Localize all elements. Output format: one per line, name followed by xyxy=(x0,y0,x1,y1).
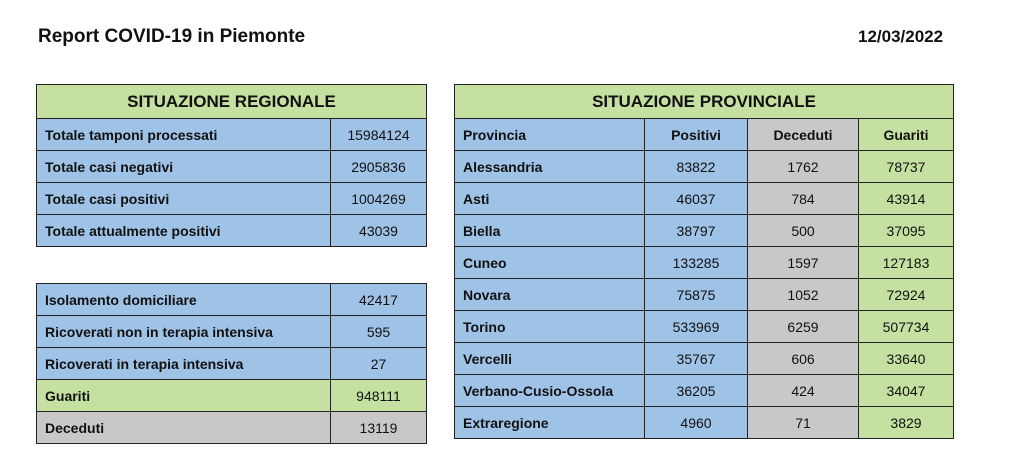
guariti-cell: 43914 xyxy=(859,183,954,215)
table-row xyxy=(455,343,954,375)
column-header-guariti: Guariti xyxy=(859,119,954,151)
provincia-cell: Biella xyxy=(455,215,645,247)
row-value: 2905836 xyxy=(331,151,427,183)
provincial-table-header: SITUAZIONE PROVINCIALE xyxy=(455,85,954,119)
row-label: Ricoverati non in terapia intensiva xyxy=(37,316,331,348)
table-row xyxy=(37,316,427,348)
guariti-cell: 33640 xyxy=(859,343,954,375)
table-row-deceduti xyxy=(37,412,427,444)
provincia-cell: Torino xyxy=(455,311,645,343)
column-header-provincia: Provincia xyxy=(455,119,645,151)
row-value: 15984124 xyxy=(331,119,427,151)
table-row xyxy=(455,183,954,215)
table-row xyxy=(37,151,427,183)
positivi-cell: 83822 xyxy=(645,151,748,183)
positivi-cell: 4960 xyxy=(645,407,748,439)
deceduti-cell: 424 xyxy=(748,375,859,407)
table-row xyxy=(37,183,427,215)
table-row xyxy=(37,348,427,380)
row-value: 595 xyxy=(331,316,427,348)
row-value: 1004269 xyxy=(331,183,427,215)
table-row xyxy=(37,284,427,316)
regional-detail-table xyxy=(36,283,427,444)
provincia-cell: Vercelli xyxy=(455,343,645,375)
provincia-cell: Alessandria xyxy=(455,151,645,183)
row-value: 43039 xyxy=(331,215,427,247)
deceduti-cell: 1052 xyxy=(748,279,859,311)
deceduti-cell: 784 xyxy=(748,183,859,215)
column-header-deceduti: Deceduti xyxy=(748,119,859,151)
table-row xyxy=(455,215,954,247)
table-row xyxy=(455,407,954,439)
report-title: Report COVID-19 in Piemonte xyxy=(38,26,306,47)
row-value: 13119 xyxy=(331,412,427,444)
deceduti-cell: 500 xyxy=(748,215,859,247)
table-row xyxy=(455,279,954,311)
positivi-cell: 35767 xyxy=(645,343,748,375)
guariti-cell: 37095 xyxy=(859,215,954,247)
table-row xyxy=(37,119,427,151)
provincia-cell: Verbano-Cusio-Ossola xyxy=(455,375,645,407)
deceduti-cell: 71 xyxy=(748,407,859,439)
guariti-cell: 127183 xyxy=(859,247,954,279)
provincia-cell: Asti xyxy=(455,183,645,215)
row-label: Deceduti xyxy=(37,412,331,444)
deceduti-cell: 606 xyxy=(748,343,859,375)
row-value: 948111 xyxy=(331,380,427,412)
table-row-guariti xyxy=(37,380,427,412)
provincia-cell: Extraregione xyxy=(455,407,645,439)
regional-table-header: SITUAZIONE REGIONALE xyxy=(37,85,427,119)
positivi-cell: 38797 xyxy=(645,215,748,247)
column-header-row xyxy=(455,119,954,151)
regional-summary-table xyxy=(36,84,427,247)
row-label: Totale tamponi processati xyxy=(37,119,331,151)
positivi-cell: 36205 xyxy=(645,375,748,407)
provincial-table xyxy=(454,84,954,439)
provincia-cell: Cuneo xyxy=(455,247,645,279)
row-label: Ricoverati in terapia intensiva xyxy=(37,348,331,380)
table-row xyxy=(37,215,427,247)
row-label: Totale casi negativi xyxy=(37,151,331,183)
positivi-cell: 46037 xyxy=(645,183,748,215)
guariti-cell: 3829 xyxy=(859,407,954,439)
row-label: Guariti xyxy=(37,380,331,412)
column-header-positivi: Positivi xyxy=(645,119,748,151)
row-label: Isolamento domiciliare xyxy=(37,284,331,316)
deceduti-cell: 6259 xyxy=(748,311,859,343)
row-label: Totale attualmente positivi xyxy=(37,215,331,247)
positivi-cell: 133285 xyxy=(645,247,748,279)
deceduti-cell: 1762 xyxy=(748,151,859,183)
positivi-cell: 533969 xyxy=(645,311,748,343)
guariti-cell: 72924 xyxy=(859,279,954,311)
positivi-cell: 75875 xyxy=(645,279,748,311)
row-value: 42417 xyxy=(331,284,427,316)
table-row xyxy=(455,375,954,407)
guariti-cell: 78737 xyxy=(859,151,954,183)
table-row xyxy=(455,247,954,279)
row-label: Totale casi positivi xyxy=(37,183,331,215)
deceduti-cell: 1597 xyxy=(748,247,859,279)
provincia-cell: Novara xyxy=(455,279,645,311)
guariti-cell: 507734 xyxy=(859,311,954,343)
table-row xyxy=(455,311,954,343)
row-value: 27 xyxy=(331,348,427,380)
guariti-cell: 34047 xyxy=(859,375,954,407)
table-row xyxy=(455,151,954,183)
report-date: 12/03/2022 xyxy=(858,27,944,46)
